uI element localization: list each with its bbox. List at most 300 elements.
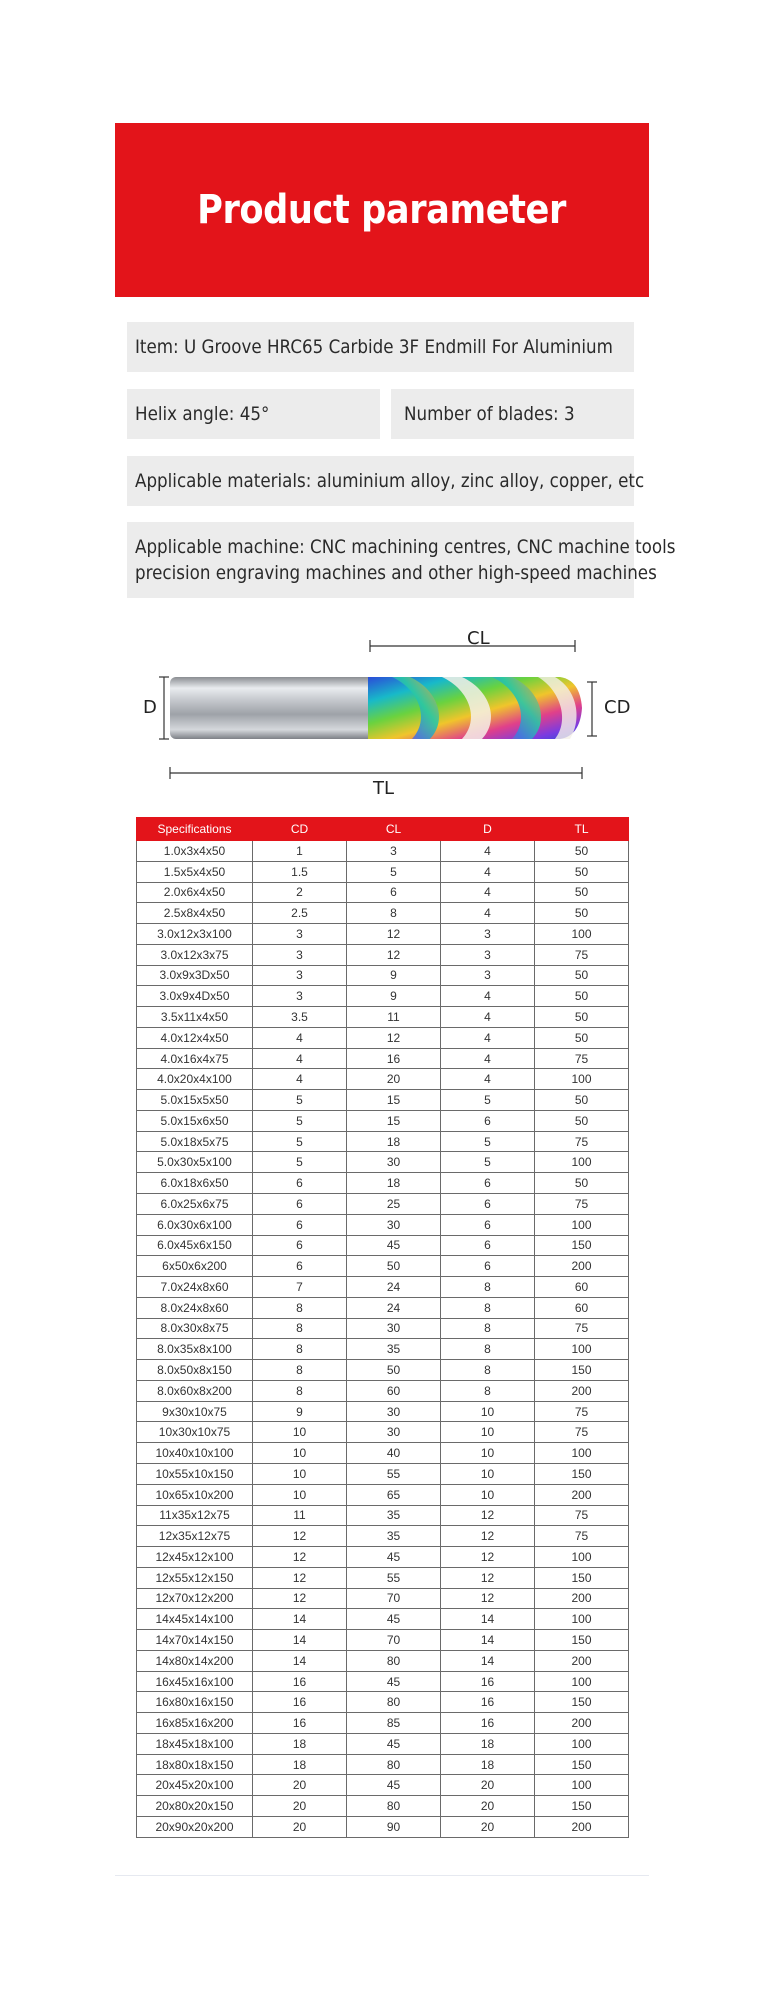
table-row (137, 1048, 629, 1069)
materials-info (127, 456, 645, 506)
table-row (137, 1235, 629, 1256)
table-row (137, 841, 629, 862)
tl-cell: 150 (535, 1754, 629, 1775)
spec-table-container (136, 817, 628, 1838)
spec-cell: 6.0x25x6x75 (137, 1194, 253, 1215)
d-cell: 10 (441, 1443, 535, 1464)
table-row (137, 1463, 629, 1484)
cl-cell: 8 (347, 903, 441, 924)
spec-table (136, 817, 629, 1838)
table-row (137, 1671, 629, 1692)
cl-cell: 18 (347, 1173, 441, 1194)
header-banner (115, 123, 649, 297)
cl-label: CL (467, 628, 490, 649)
cl-cell: 30 (347, 1214, 441, 1235)
cl-cell: 35 (347, 1526, 441, 1547)
table-row (137, 1505, 629, 1526)
cd-cell: 6 (253, 1235, 347, 1256)
cl-cell: 5 (347, 861, 441, 882)
spec-cell: 1.5x5x4x50 (137, 861, 253, 882)
table-row (137, 986, 629, 1007)
spec-cell: 4.0x20x4x100 (137, 1069, 253, 1090)
cd-cell: 12 (253, 1567, 347, 1588)
tl-cell: 200 (535, 1588, 629, 1609)
table-row (137, 1484, 629, 1505)
item-info (127, 322, 634, 372)
cl-cell: 85 (347, 1713, 441, 1734)
tl-cell: 150 (535, 1567, 629, 1588)
blades-info (391, 389, 634, 439)
d-cell: 5 (441, 1152, 535, 1173)
cd-cell: 20 (253, 1816, 347, 1837)
cd-cell: 4 (253, 1027, 347, 1048)
cd-cell: 12 (253, 1588, 347, 1609)
table-row (137, 1069, 629, 1090)
helix-angle-text: Helix angle: 45° (135, 403, 270, 425)
tl-label: TL (373, 778, 395, 799)
spec-cell: 18x80x18x150 (137, 1754, 253, 1775)
tl-cell: 100 (535, 1733, 629, 1754)
cd-cell: 20 (253, 1775, 347, 1796)
table-row (137, 1318, 629, 1339)
tl-cell: 50 (535, 1090, 629, 1111)
d-cell: 14 (441, 1630, 535, 1651)
page-title: Product parameter (197, 187, 567, 233)
spec-cell: 4.0x16x4x75 (137, 1048, 253, 1069)
table-row (137, 1007, 629, 1028)
cd-cell: 8 (253, 1380, 347, 1401)
d-cell: 5 (441, 1131, 535, 1152)
cd-cell: 3 (253, 944, 347, 965)
table-row (137, 1152, 629, 1173)
tl-cell: 100 (535, 1152, 629, 1173)
cl-cell: 15 (347, 1110, 441, 1131)
spec-cell: 10x65x10x200 (137, 1484, 253, 1505)
tl-cell: 100 (535, 1214, 629, 1235)
tl-cell: 50 (535, 1027, 629, 1048)
table-row (137, 1256, 629, 1277)
cl-cell: 9 (347, 965, 441, 986)
tl-cell: 150 (535, 1463, 629, 1484)
tl-cell: 150 (535, 1235, 629, 1256)
cl-cell: 70 (347, 1588, 441, 1609)
d-cell: 12 (441, 1588, 535, 1609)
d-cell: 3 (441, 924, 535, 945)
cl-cell: 55 (347, 1567, 441, 1588)
tl-cell: 50 (535, 903, 629, 924)
table-row (137, 1692, 629, 1713)
cl-cell: 80 (347, 1796, 441, 1817)
cl-cell: 30 (347, 1152, 441, 1173)
tl-cell: 60 (535, 1277, 629, 1298)
spec-header-d: D (441, 818, 535, 841)
cl-cell: 16 (347, 1048, 441, 1069)
spec-header-cd: CD (253, 818, 347, 841)
d-cell: 16 (441, 1692, 535, 1713)
table-row (137, 1650, 629, 1671)
cl-cell: 70 (347, 1630, 441, 1651)
spec-cell: 6x50x6x200 (137, 1256, 253, 1277)
spec-cell: 14x80x14x200 (137, 1650, 253, 1671)
cl-cell: 12 (347, 924, 441, 945)
d-cell: 12 (441, 1526, 535, 1547)
spec-cell: 2.0x6x4x50 (137, 882, 253, 903)
spec-cell: 8.0x60x8x200 (137, 1380, 253, 1401)
cd-cell: 8 (253, 1360, 347, 1381)
table-row (137, 1630, 629, 1651)
d-cell: 4 (441, 1048, 535, 1069)
cl-cell: 45 (347, 1609, 441, 1630)
d-cell: 4 (441, 903, 535, 924)
d-cell: 4 (441, 882, 535, 903)
tl-cell: 150 (535, 1630, 629, 1651)
table-row (137, 1443, 629, 1464)
d-cell: 4 (441, 1069, 535, 1090)
d-cell: 12 (441, 1505, 535, 1526)
cd-label: CD (604, 697, 631, 718)
cl-cell: 18 (347, 1131, 441, 1152)
table-row (137, 903, 629, 924)
cd-cell: 16 (253, 1713, 347, 1734)
d-cell: 6 (441, 1194, 535, 1215)
spec-cell: 6.0x30x6x100 (137, 1214, 253, 1235)
d-cell: 10 (441, 1401, 535, 1422)
cd-cell: 5 (253, 1131, 347, 1152)
tl-cell: 150 (535, 1796, 629, 1817)
table-row (137, 1214, 629, 1235)
d-cell: 8 (441, 1318, 535, 1339)
spec-header-tl: TL (535, 818, 629, 841)
table-row (137, 1796, 629, 1817)
d-cell: 8 (441, 1277, 535, 1298)
cl-cell: 65 (347, 1484, 441, 1505)
cl-cell: 35 (347, 1505, 441, 1526)
cd-cell: 3 (253, 924, 347, 945)
spec-cell: 3.0x12x3x75 (137, 944, 253, 965)
cd-cell: 18 (253, 1733, 347, 1754)
cl-cell: 12 (347, 1027, 441, 1048)
d-cell: 12 (441, 1567, 535, 1588)
cd-cell: 1.5 (253, 861, 347, 882)
machine-text-line1: Applicable machine: CNC machining centres, CNC machine tools (135, 536, 676, 558)
table-row (137, 1816, 629, 1837)
spec-cell: 3.5x11x4x50 (137, 1007, 253, 1028)
spec-cell: 8.0x24x8x60 (137, 1297, 253, 1318)
d-cell: 6 (441, 1110, 535, 1131)
table-row (137, 924, 629, 945)
d-cell: 20 (441, 1775, 535, 1796)
table-row (137, 1360, 629, 1381)
cl-cell: 25 (347, 1194, 441, 1215)
tl-cell: 200 (535, 1713, 629, 1734)
d-cell: 20 (441, 1816, 535, 1837)
cl-cell: 80 (347, 1650, 441, 1671)
cd-cell: 12 (253, 1526, 347, 1547)
cd-cell: 7 (253, 1277, 347, 1298)
spec-cell: 14x70x14x150 (137, 1630, 253, 1651)
d-cell: 3 (441, 944, 535, 965)
cl-cell: 20 (347, 1069, 441, 1090)
spec-cell: 6.0x18x6x50 (137, 1173, 253, 1194)
cd-cell: 8 (253, 1339, 347, 1360)
spec-cell: 12x35x12x75 (137, 1526, 253, 1547)
tl-cell: 150 (535, 1692, 629, 1713)
spec-cell: 16x80x16x150 (137, 1692, 253, 1713)
cl-cell: 12 (347, 944, 441, 965)
cl-cell: 30 (347, 1318, 441, 1339)
d-label: D (143, 697, 157, 718)
cl-cell: 24 (347, 1277, 441, 1298)
tl-cell: 75 (535, 1048, 629, 1069)
spec-cell: 3.0x12x3x100 (137, 924, 253, 945)
table-row (137, 1733, 629, 1754)
tl-cell: 200 (535, 1380, 629, 1401)
table-row (137, 1422, 629, 1443)
cl-cell: 45 (347, 1671, 441, 1692)
spec-header-specifications: Specifications (137, 818, 253, 841)
tl-cell: 100 (535, 1775, 629, 1796)
cl-cell: 30 (347, 1422, 441, 1443)
tl-cell: 50 (535, 841, 629, 862)
spec-cell: 12x55x12x150 (137, 1567, 253, 1588)
cd-cell: 16 (253, 1671, 347, 1692)
table-row (137, 1609, 629, 1630)
spec-cell: 16x85x16x200 (137, 1713, 253, 1734)
spec-cell: 5.0x30x5x100 (137, 1152, 253, 1173)
spec-cell: 3.0x9x4Dx50 (137, 986, 253, 1007)
d-cell: 18 (441, 1733, 535, 1754)
helix-angle-info (127, 389, 380, 439)
cd-cell: 8 (253, 1318, 347, 1339)
tl-cell: 200 (535, 1650, 629, 1671)
cd-cell: 3 (253, 965, 347, 986)
spec-header-cl: CL (347, 818, 441, 841)
cd-cell: 5 (253, 1152, 347, 1173)
tl-cell: 75 (535, 1505, 629, 1526)
spec-cell: 20x45x20x100 (137, 1775, 253, 1796)
table-row (137, 1754, 629, 1775)
spec-cell: 11x35x12x75 (137, 1505, 253, 1526)
cd-cell: 12 (253, 1547, 347, 1568)
spec-cell: 8.0x50x8x150 (137, 1360, 253, 1381)
tl-cell: 100 (535, 924, 629, 945)
d-cell: 20 (441, 1796, 535, 1817)
cd-cell: 20 (253, 1796, 347, 1817)
cl-cell: 11 (347, 1007, 441, 1028)
tl-cell: 200 (535, 1816, 629, 1837)
spec-cell: 16x45x16x100 (137, 1671, 253, 1692)
spec-cell: 18x45x18x100 (137, 1733, 253, 1754)
tl-cell: 75 (535, 1131, 629, 1152)
tl-cell: 75 (535, 1401, 629, 1422)
spec-cell: 3.0x9x3Dx50 (137, 965, 253, 986)
tl-cell: 75 (535, 1526, 629, 1547)
cd-cell: 5 (253, 1110, 347, 1131)
cl-cell: 15 (347, 1090, 441, 1111)
tl-cell: 50 (535, 1007, 629, 1028)
d-cell: 6 (441, 1173, 535, 1194)
cd-cell: 14 (253, 1630, 347, 1651)
spec-table-header-row (137, 818, 629, 841)
table-row (137, 1380, 629, 1401)
cd-cell: 5 (253, 1090, 347, 1111)
spec-cell: 2.5x8x4x50 (137, 903, 253, 924)
cl-cell: 45 (347, 1733, 441, 1754)
materials-text: Applicable materials: aluminium alloy, zinc alloy, copper, etc (135, 470, 645, 492)
d-cell: 6 (441, 1256, 535, 1277)
tl-cell: 100 (535, 1671, 629, 1692)
table-row (137, 1526, 629, 1547)
tl-cell: 75 (535, 944, 629, 965)
table-row (137, 1194, 629, 1215)
table-row (137, 1277, 629, 1298)
spec-cell: 8.0x30x8x75 (137, 1318, 253, 1339)
spec-cell: 14x45x14x100 (137, 1609, 253, 1630)
table-row (137, 1401, 629, 1422)
cd-cell: 6 (253, 1194, 347, 1215)
cl-cell: 50 (347, 1360, 441, 1381)
cd-cell: 18 (253, 1754, 347, 1775)
spec-cell: 20x90x20x200 (137, 1816, 253, 1837)
spec-cell: 6.0x45x6x150 (137, 1235, 253, 1256)
spec-cell: 12x70x12x200 (137, 1588, 253, 1609)
tl-cell: 100 (535, 1547, 629, 1568)
spec-cell: 5.0x15x6x50 (137, 1110, 253, 1131)
cl-cell: 35 (347, 1339, 441, 1360)
cl-cell: 50 (347, 1256, 441, 1277)
cd-cell: 3.5 (253, 1007, 347, 1028)
table-row (137, 1567, 629, 1588)
table-row (137, 882, 629, 903)
spec-cell: 8.0x35x8x100 (137, 1339, 253, 1360)
tl-cell: 100 (535, 1443, 629, 1464)
cl-cell: 40 (347, 1443, 441, 1464)
d-cell: 8 (441, 1380, 535, 1401)
table-row (137, 1588, 629, 1609)
cd-cell: 10 (253, 1463, 347, 1484)
table-row (137, 1173, 629, 1194)
spec-cell: 4.0x12x4x50 (137, 1027, 253, 1048)
cl-cell: 55 (347, 1463, 441, 1484)
table-row (137, 1547, 629, 1568)
table-row (137, 1339, 629, 1360)
d-cell: 12 (441, 1547, 535, 1568)
cl-cell: 60 (347, 1380, 441, 1401)
tl-cell: 60 (535, 1297, 629, 1318)
table-row (137, 861, 629, 882)
tl-cell: 200 (535, 1484, 629, 1505)
cl-cell: 30 (347, 1401, 441, 1422)
spec-cell: 12x45x12x100 (137, 1547, 253, 1568)
cl-cell: 45 (347, 1235, 441, 1256)
cd-cell: 10 (253, 1484, 347, 1505)
cd-cell: 8 (253, 1297, 347, 1318)
d-cell: 4 (441, 1007, 535, 1028)
cl-cell: 45 (347, 1547, 441, 1568)
endmill-diagram (130, 620, 650, 810)
d-cell: 8 (441, 1297, 535, 1318)
table-row (137, 1090, 629, 1111)
cd-cell: 1 (253, 841, 347, 862)
tl-cell: 100 (535, 1339, 629, 1360)
d-cell: 14 (441, 1650, 535, 1671)
d-cell: 18 (441, 1754, 535, 1775)
tl-cell: 75 (535, 1318, 629, 1339)
tl-cell: 50 (535, 965, 629, 986)
machine-text-line2: precision engraving machines and other high-speed machines (135, 562, 657, 584)
d-cell: 8 (441, 1339, 535, 1360)
cd-cell: 6 (253, 1214, 347, 1235)
table-row (137, 1713, 629, 1734)
tl-cell: 75 (535, 1194, 629, 1215)
d-cell: 8 (441, 1360, 535, 1381)
d-cell: 4 (441, 861, 535, 882)
cd-cell: 14 (253, 1609, 347, 1630)
spec-cell: 1.0x3x4x50 (137, 841, 253, 862)
tl-cell: 100 (535, 1609, 629, 1630)
cd-cell: 2 (253, 882, 347, 903)
d-cell: 4 (441, 1027, 535, 1048)
cd-cell: 3 (253, 986, 347, 1007)
d-cell: 10 (441, 1422, 535, 1443)
d-cell: 4 (441, 986, 535, 1007)
item-text: Item: U Groove HRC65 Carbide 3F Endmill For Aluminium (135, 336, 613, 358)
tl-cell: 50 (535, 1110, 629, 1131)
cd-cell: 9 (253, 1401, 347, 1422)
tl-cell: 100 (535, 1069, 629, 1090)
cd-cell: 2.5 (253, 903, 347, 924)
cd-cell: 16 (253, 1692, 347, 1713)
d-cell: 10 (441, 1463, 535, 1484)
d-cell: 10 (441, 1484, 535, 1505)
tl-cell: 150 (535, 1360, 629, 1381)
cd-cell: 6 (253, 1256, 347, 1277)
spec-cell: 10x30x10x75 (137, 1422, 253, 1443)
table-row (137, 965, 629, 986)
d-cell: 6 (441, 1214, 535, 1235)
cd-cell: 11 (253, 1505, 347, 1526)
cd-cell: 10 (253, 1443, 347, 1464)
table-row (137, 1297, 629, 1318)
d-cell: 4 (441, 841, 535, 862)
table-row (137, 944, 629, 965)
d-cell: 5 (441, 1090, 535, 1111)
table-row (137, 1110, 629, 1131)
cl-cell: 90 (347, 1816, 441, 1837)
d-cell: 16 (441, 1713, 535, 1734)
tl-cell: 50 (535, 882, 629, 903)
tl-cell: 75 (535, 1422, 629, 1443)
cd-cell: 6 (253, 1173, 347, 1194)
tl-cell: 50 (535, 1173, 629, 1194)
table-row (137, 1775, 629, 1796)
cl-cell: 9 (347, 986, 441, 1007)
cl-cell: 80 (347, 1754, 441, 1775)
tl-cell: 50 (535, 986, 629, 1007)
bottom-divider (115, 1875, 649, 1876)
cd-cell: 4 (253, 1048, 347, 1069)
spec-table-body (137, 841, 629, 1838)
spec-cell: 5.0x18x5x75 (137, 1131, 253, 1152)
spec-cell: 20x80x20x150 (137, 1796, 253, 1817)
spec-cell: 10x55x10x150 (137, 1463, 253, 1484)
machine-info (127, 522, 676, 598)
d-cell: 3 (441, 965, 535, 986)
d-cell: 16 (441, 1671, 535, 1692)
tl-cell: 200 (535, 1256, 629, 1277)
table-row (137, 1131, 629, 1152)
cl-cell: 3 (347, 841, 441, 862)
